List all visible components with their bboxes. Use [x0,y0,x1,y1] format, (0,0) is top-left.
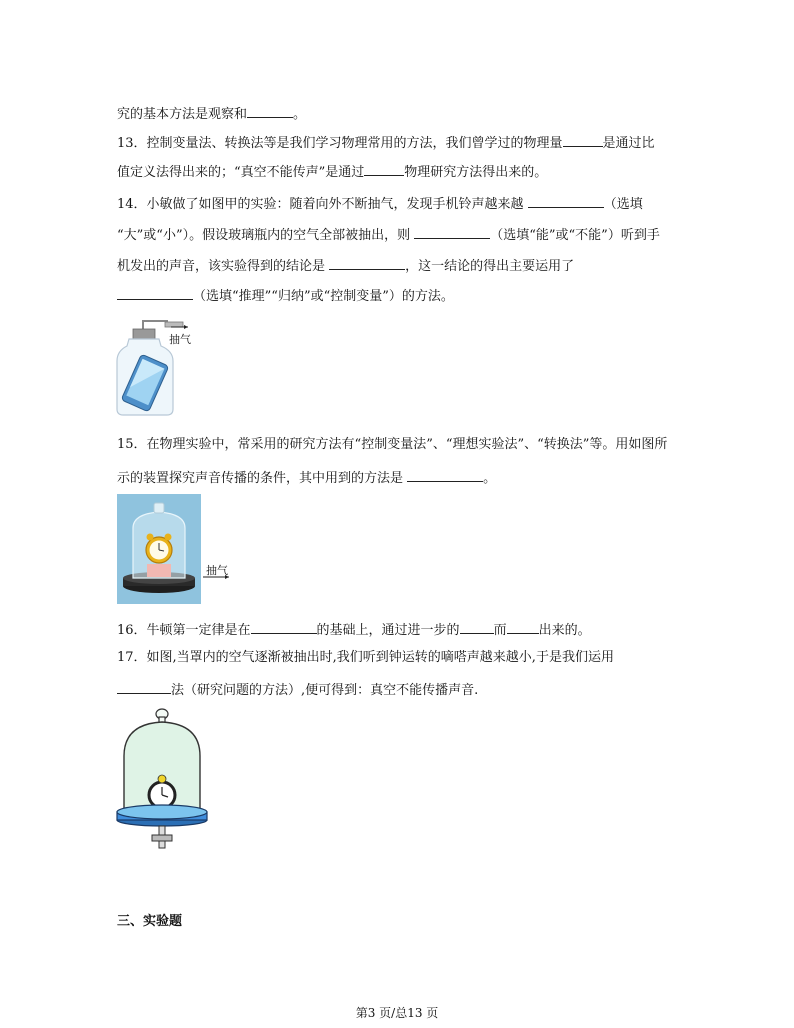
q14-blank-1 [528,194,604,208]
q13-blank-1 [563,133,603,147]
bell-jar-photo [117,494,232,604]
q16-text-a: 16．牛顿第一定律是在 [117,623,251,638]
q14-figure-bottle-phone [115,313,195,418]
q14-text-b: （选填 [603,197,643,212]
q17-line-2 [117,680,478,699]
q15-line-1 [117,437,667,453]
q15-text-a: 15．在物理实验中，常采用的研究方法有“控制变量法”、“理想实验法”、“转换法”等。用如图所 [117,437,668,452]
q14-text-a: 14．小敏做了如图甲的实验：随着向外不断抽气，发现手机铃声越来越 [117,197,524,212]
q14-text-d: （选填“能”或“不能”）听到手 [490,228,660,243]
q12-line [117,104,306,123]
q14-blank-3 [329,256,405,270]
q17-text-a: 17．如图,当罩内的空气逐渐被抽出时,我们听到钟运转的嘀嗒声越来越小,于是我们运用 [117,650,614,665]
q13-line-2 [117,162,547,181]
q16-blank-1 [251,620,317,634]
q13-text-b: 是通过比 [602,136,655,151]
q14-text-c: “大”或“小”）。假设玻璃瓶内的空气全部被抽出，则 [117,228,411,243]
q15-figure-label: 抽气 [206,564,228,577]
q15-line-2 [117,468,496,487]
q12-text: 究的基本方法是观察和 [117,107,248,122]
q16-text-d: 出来的。 [538,623,591,638]
page-footer: 第3 页/总13 页 [355,1006,439,1020]
q15-text-c: 。 [483,471,497,486]
bell-jar-diagram [116,708,216,858]
q16-text-b: 的基础上，通过进一步的 [316,623,460,638]
q14-line-2 [117,225,660,244]
q14-text-e: 机发出的声音，该实验得到的结论是 [117,259,326,274]
q13-blank-2 [364,162,404,176]
q13-text-c: 值定义法得出来的；“真空不能传声”是通过 [117,165,365,180]
q16-text-c: 而 [493,623,507,638]
q13-line-1 [117,133,655,152]
q14-line-1 [117,194,643,213]
q13-text-a: 13．控制变量法、转换法等是我们学习物理常用的方法，我们曾学过的物理量 [117,136,563,151]
q17-blank [117,680,171,694]
q16-blank-2 [460,620,494,634]
q14-line-3 [117,256,574,275]
q14-figure-label: 抽气 [169,333,191,346]
section-title: 三、实验题 [117,914,183,929]
bottle-phone-illustration [115,313,195,418]
q17-figure-bell-jar-diagram [116,708,216,858]
q15-figure-bell-jar [117,494,232,604]
q17-line-1 [117,650,614,666]
q14-text-f: ，这一结论的得出主要运用了 [405,259,575,274]
q13-text-d: 物理研究方法得出来的。 [404,165,548,180]
q14-text-g: （选填“推理”“归纳”或“控制变量”）的方法。 [193,289,454,304]
q16-blank-3 [507,620,539,634]
q17-text-b: 法（研究问题的方法）,便可得到：真空不能传播声音. [171,683,479,698]
q14-line-4 [117,286,454,305]
q14-blank-2 [414,225,490,239]
q12-blank [247,104,293,118]
q15-blank [407,468,483,482]
q12-text-end: 。 [293,107,307,122]
q15-text-b: 示的装置探究声音传播的条件，其中用到的方法是 [117,471,404,486]
q16-line [117,620,591,639]
q14-blank-4 [117,286,193,300]
